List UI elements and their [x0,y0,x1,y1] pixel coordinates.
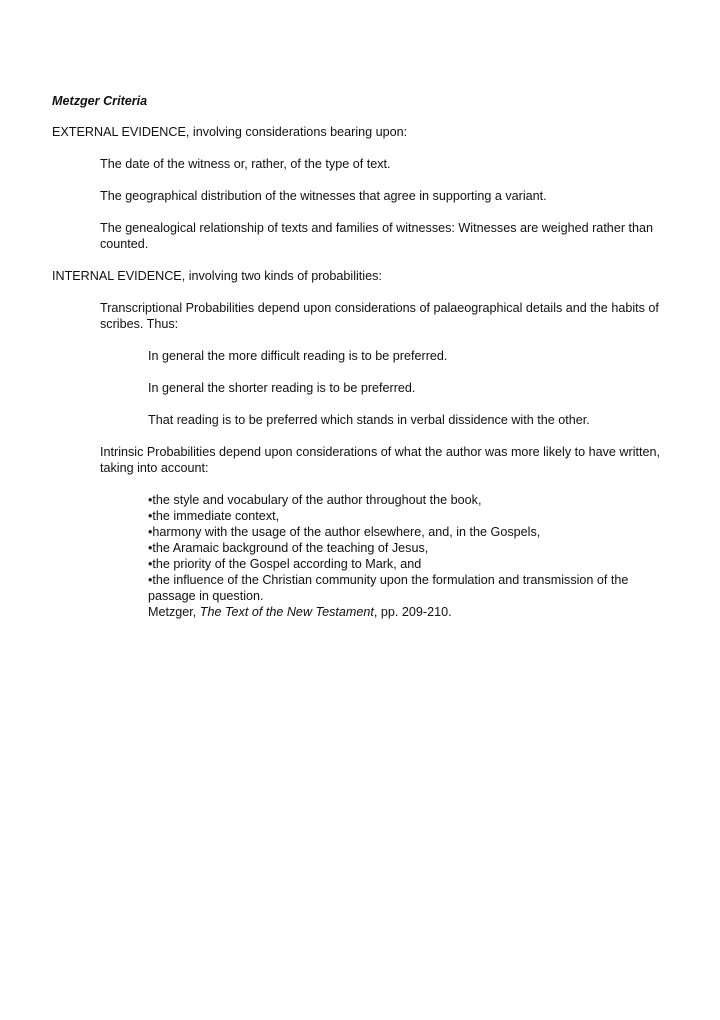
transcriptional-item: In general the more difficult reading is to be preferred. [148,349,448,363]
document-title: Metzger Criteria [52,94,148,108]
citation [148,604,648,620]
list-item: •the immediate context, [148,509,280,523]
external-evidence-intro: , involving considerations bearing upon: [185,125,408,139]
intrinsic-probabilities-paragraph: Intrinsic Probabilities depend upon considerations of what the author was more likely to have written, taking into account: [100,445,661,475]
citation-work-title: The Text of the New Testament [199,605,374,619]
external-item: The genealogical relationship of texts and families of witnesses: Witnesses are weighed rather than counted. [100,221,654,251]
internal-evidence-heading: INTERNAL EVIDENCE [52,269,182,283]
list-item: •the style and vocabulary of the author throughout the book, [148,493,482,507]
citation-author: Metzger, [148,605,200,619]
citation-pages: , pp. 209-210. [373,605,452,619]
external-evidence-heading: EXTERNAL EVIDENCE [52,125,186,139]
internal-evidence-intro: , involving two kinds of probabilities: [181,269,382,283]
list-item: •the priority of the Gospel according to Mark, and [148,557,422,571]
list-item: •harmony with the usage of the author elsewhere, and, in the Gospels, [148,525,541,539]
external-evidence-heading-line [52,124,672,140]
external-item: The geographical distribution of the witnesses that agree in supporting a variant. [100,189,547,203]
transcriptional-probabilities-paragraph: Transcriptional Probabilities depend upon considerations of palaeographical details and the habits of scribes. Thus: [100,301,659,331]
list-item: •the influence of the Christian community upon the formulation and transmission of the passage in question. [148,573,629,603]
external-item: The date of the witness or, rather, of the type of text. [100,157,391,171]
transcriptional-item: In general the shorter reading is to be preferred. [148,381,416,395]
intrinsic-bullet-list [148,492,648,620]
transcriptional-item: That reading is to be preferred which stands in verbal dissidence with the other. [148,413,590,427]
list-item: •the Aramaic background of the teaching of Jesus, [148,541,429,555]
internal-evidence-heading-line [52,268,672,284]
